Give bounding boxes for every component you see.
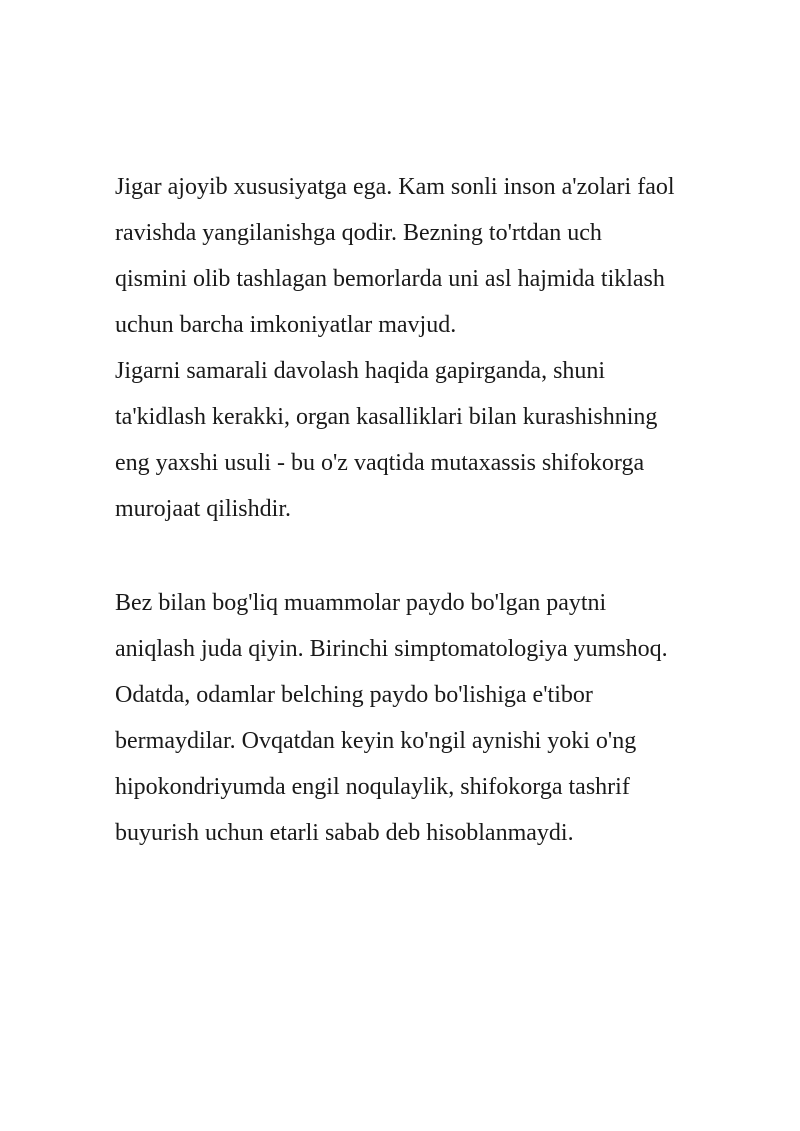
- text-line: eng yaxshi usuli - bu o'z vaqtida mutaxassis shifokorga: [115, 450, 645, 476]
- text-line: Odatda, odamlar belching paydo bo'lishiga e'tibor: [115, 682, 593, 708]
- text-line: aniqlash juda qiyin. Birinchi simptomatologiya yumshoq.: [115, 636, 668, 662]
- text-line: buyurish uchun etarli sabab deb hisoblanmaydi.: [115, 820, 574, 846]
- text-line: ravishda yangilanishga qodir. Bezning to'rtdan uch: [115, 220, 602, 246]
- text-line: uchun barcha imkoniyatlar mavjud.: [115, 312, 457, 338]
- paragraph-2: [115, 348, 775, 532]
- text-line: Bez bilan bog'liq muammolar paydo bo'lgan paytni: [115, 590, 607, 616]
- text-line: Jigar ajoyib xususiyatga ega. Kam sonli inson a'zolari faol: [115, 174, 675, 200]
- text-line: Jigarni samarali davolash haqida gapirganda, shuni: [115, 358, 606, 384]
- paragraph-3: [115, 580, 775, 856]
- text-line: ta'kidlash kerakki, organ kasalliklari bilan kurashishning: [115, 404, 658, 430]
- paragraph-1: [115, 164, 775, 348]
- text-line: hipokondriyumda engil noqulaylik, shifokorga tashrif: [115, 774, 630, 800]
- text-line: qismini olib tashlagan bemorlarda uni asl hajmida tiklash: [115, 266, 665, 292]
- text-line: murojaat qilishdir.: [115, 496, 291, 522]
- text-section-2: [115, 580, 775, 856]
- text-line: bermaydilar. Ovqatdan keyin ko'ngil aynishi yoki o'ng: [115, 728, 637, 754]
- text-section-1: [115, 164, 775, 532]
